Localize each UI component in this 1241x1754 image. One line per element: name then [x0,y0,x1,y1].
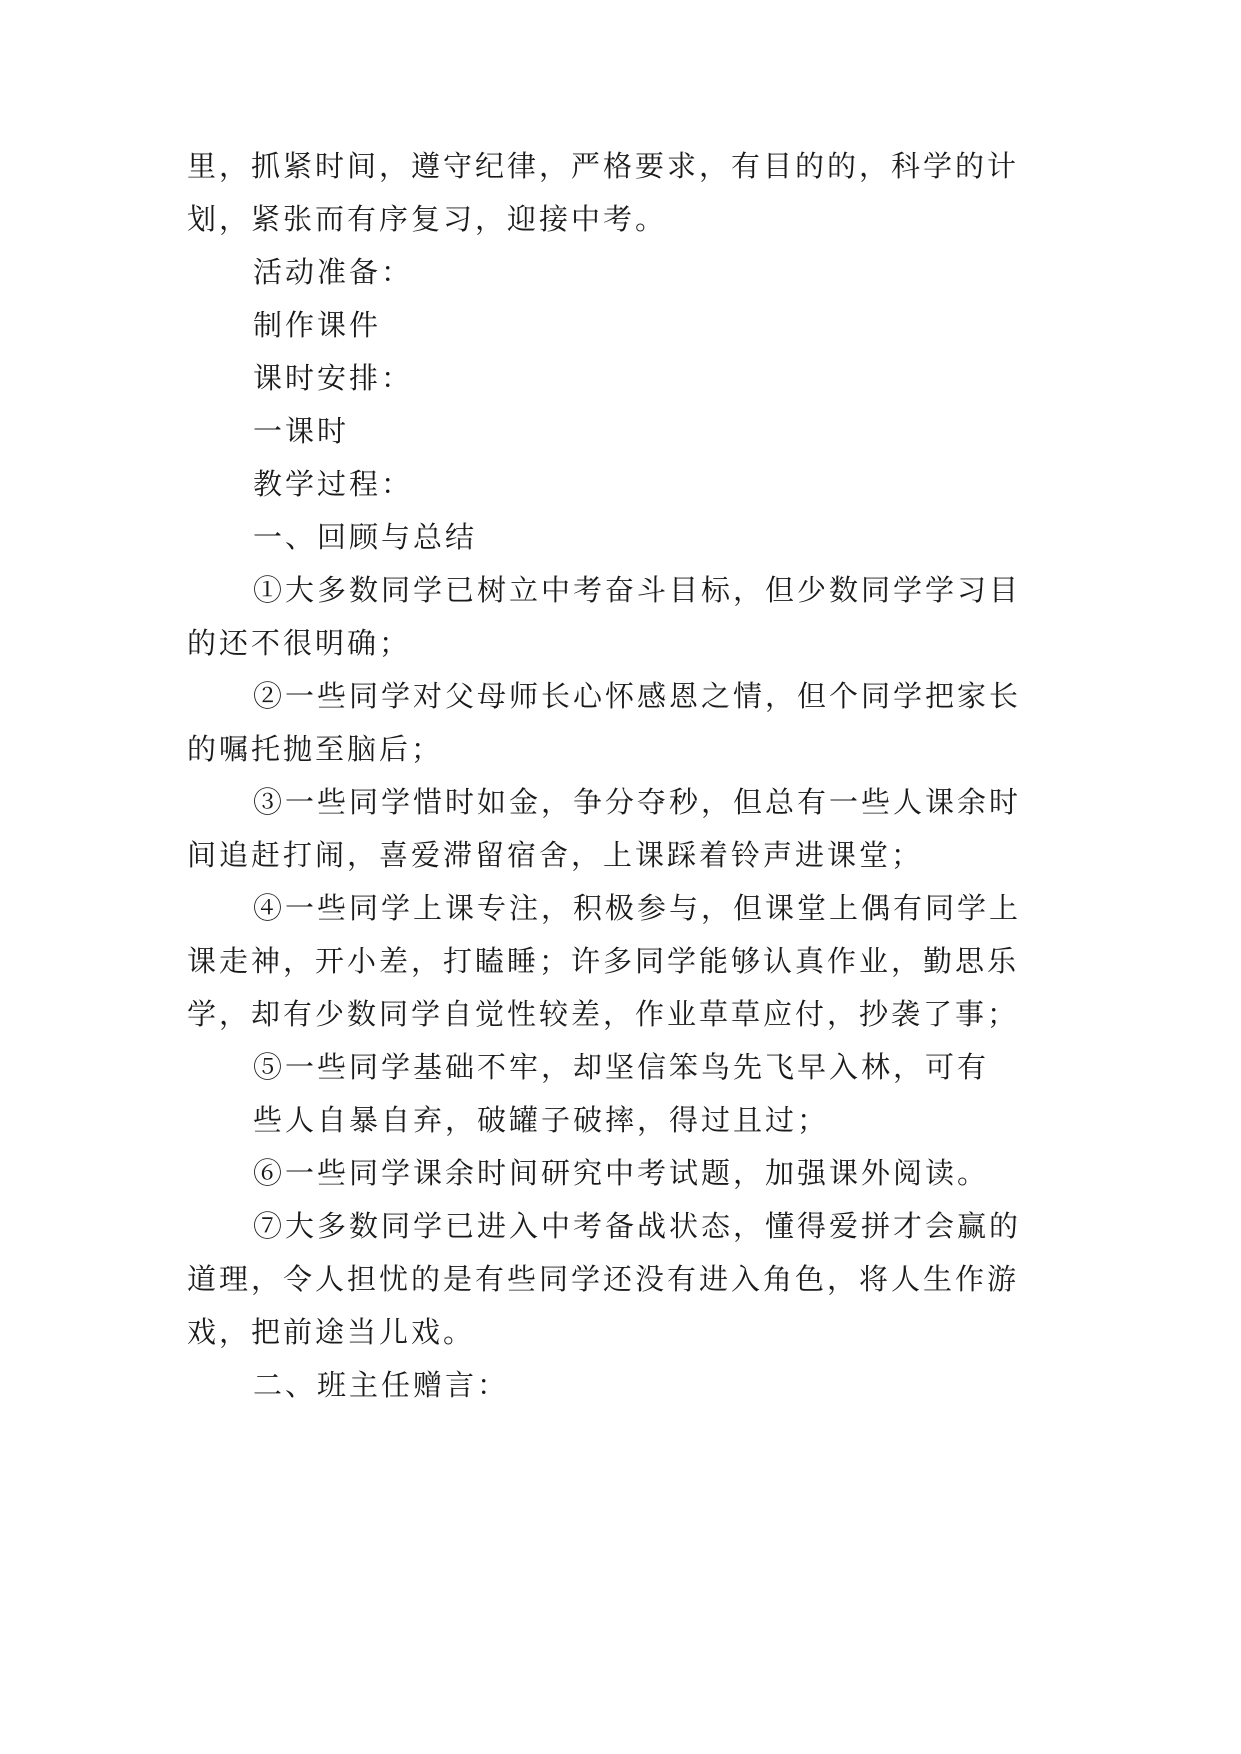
text-line: 课走神，开小差，打瞌睡；许多同学能够认真作业，勤思乐 [187,944,1020,978]
text-line: 一课时 [253,414,350,448]
text-line: 里，抓紧时间，遵守纪律，严格要求，有目的的，科学的计 [187,149,1020,183]
text-line: 划，紧张而有序复习，迎接中考。 [187,202,668,236]
text-line: ④一些同学上课专注，积极参与，但课堂上偶有同学上 [253,891,1022,925]
text-line: 活动准备： [253,255,414,289]
text-line: 的还不很明确； [187,626,412,660]
text-line: ③一些同学惜时如金，争分夺秒，但总有一些人课余时 [253,785,1022,819]
text-line: 间追赶打闹，喜爱滞留宿舍，上课踩着铃声进课堂； [187,838,924,872]
text-line: ⑦大多数同学已进入中考备战状态，懂得爱拼才会赢的 [253,1209,1022,1243]
text-line: 的嘱托抛至脑后； [187,732,444,766]
text-line: 戏，把前途当儿戏。 [187,1315,476,1349]
text-line: 些人自暴自弃，破罐子破摔，得过且过； [253,1103,830,1137]
text-line: 教学过程： [253,467,414,501]
text-line: 课时安排： [253,361,414,395]
text-line: ⑤一些同学基础不牢，却坚信笨鸟先飞早入林，可有 [253,1050,990,1084]
text-line: 学，却有少数同学自觉性较差，作业草草应付，抄袭了事； [187,997,1020,1031]
section-heading: 一、回顾与总结 [253,520,478,554]
text-line: 道理，令人担忧的是有些同学还没有进入角色，将人生作游 [187,1262,1020,1296]
text-line: ⑥一些同学课余时间研究中考试题，加强课外阅读。 [253,1156,990,1190]
text-line: ①大多数同学已树立中考奋斗目标，但少数同学学习目 [253,573,1022,607]
text-line: 制作课件 [253,308,382,342]
section-heading: 二、班主任赠言： [253,1368,510,1402]
text-line: ②一些同学对父母师长心怀感恩之情，但个同学把家长 [253,679,1022,713]
